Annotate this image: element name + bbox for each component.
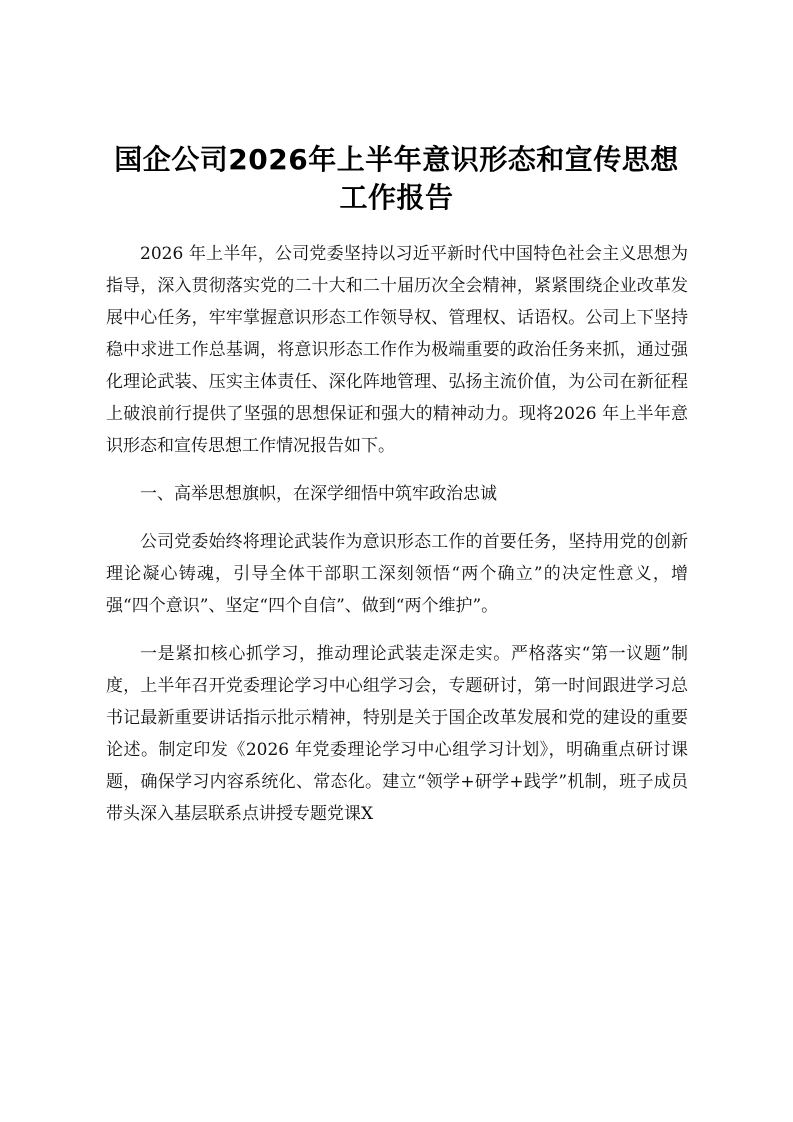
document-body — [106, 238, 688, 830]
title-line-2: 工作报告 — [339, 181, 454, 214]
title-line-1: 国企公司2026年上半年意识形态和宣传思想 — [114, 143, 679, 176]
document-title — [90, 141, 703, 217]
section-heading-1: 一、高举思想旗帜，在深学细悟中筑牢政治忠诚 — [140, 484, 497, 504]
section-1-paragraph-1: 公司党委始终将理论武装作为意识形态工作的首要任务，坚持用党的创新理论凝心铸魂，引导全体干部职工深刻领悟“两个确立”的决定性意义，增强“四个意识”、坚定“四个自信”、做到“两个维护”。 — [106, 532, 688, 616]
intro-paragraph: 2026 年上半年，公司党委坚持以习近平新时代中国特色社会主义思想为指导，深入贯彻落实党的二十大和二十届历次全会精神，紧紧围绕企业改革发展中心任务，牢牢掌握意识形态工作领导权、管理权、话语权。公司上下坚持稳中求进工作总基调，将意识形态工作作为极端重要的政治任务来抓，通过强化理论武装、压实主体责任、深化阵地管理、弘扬主流价值，为公司在新征程上破浪前行提供了坚强的思想保证和强大的精神动力。现将2026 年上半年意识形态和宣传思想工作情况报告如下。 — [106, 244, 688, 456]
section-1-paragraph-2: 一是紧扣核心抓学习，推动理论武装走深走实。严格落实“第一议题”制度，上半年召开党委理论学习中心组学习会，专题研讨，第一时间跟进学习总书记最新重要讲话指示批示精神，特别是关于国企改革发展和党的建设的重要论述。制定印发《2026 年党委理论学习中心组学习计划》，明确重点研讨课题，确保学习内容系统化、常态化。建立“领学+研学+践学”机制，班子成员带头深入基层联系点讲授专题党课X — [106, 644, 688, 824]
